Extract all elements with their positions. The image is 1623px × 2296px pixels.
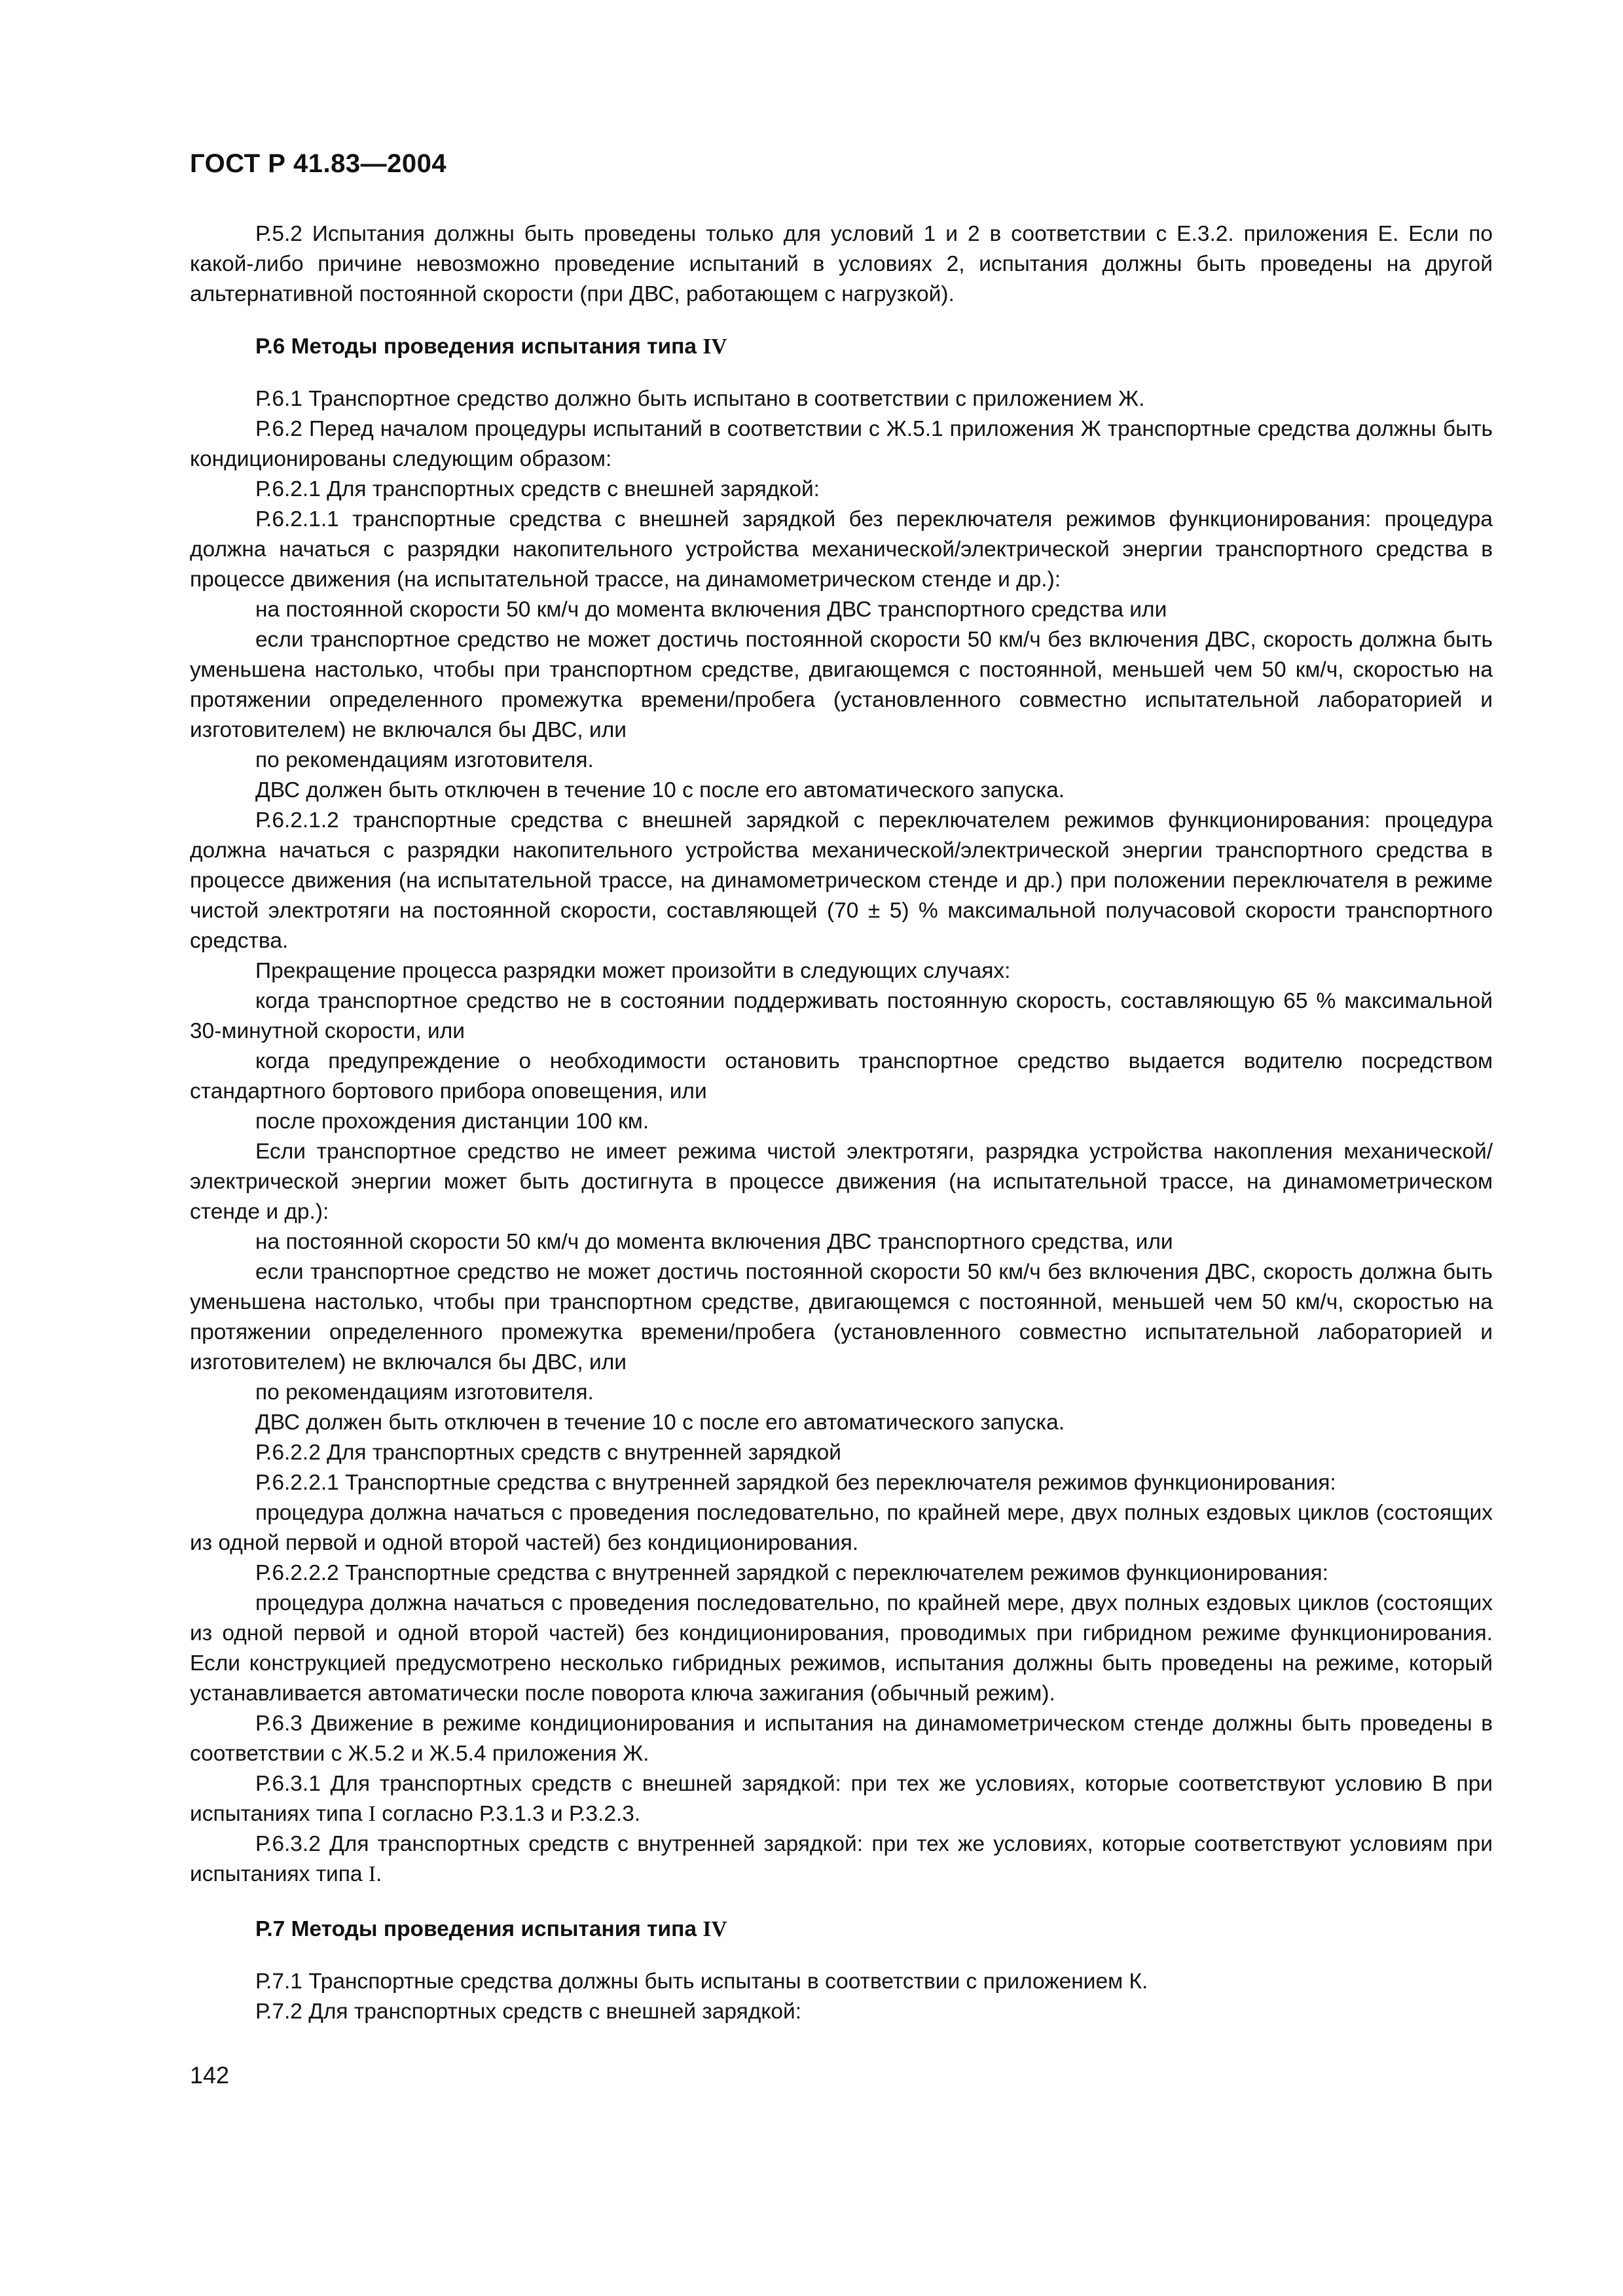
paragraph: на постоянной скорости 50 км/ч до момента включения ДВС транспортного средства или: [255, 598, 1167, 622]
paragraph-text: .: [375, 1862, 382, 1886]
paragraph: Р.6.2.1.2 транспортные средства с внешней зарядкой с переключателем режимов функционирования: процедура должна начаться с разрядки накопительного устройства механической/электрической энергии транспортного средства в процессе движения (на испытательной трассе, на динамометрическом стенде и др.) при положении переключателя в режиме чистой электротяги на постоянной скорости, составляющей (70 ± 5) % максимальной получасовой скорости транспортного средства.: [190, 808, 1493, 953]
paragraph: если транспортное средство не может достичь постоянной скорости 50 км/ч без включения ДВС, скорость должна быть уменьшена настолько, чтобы при транспортном средстве, двигающемся с постоянной, меньшей чем 50 км/ч, скоростью на протяжении определенного промежутка времени/пробега (установленного совместно испытательной лабораторией и изготовителем) не включался бы ДВС, или: [190, 628, 1493, 742]
paragraph: Р.6.2.2.2 Транспортные средства с внутренней зарядкой с переключателем режимов функционирования:: [255, 1561, 1328, 1585]
paragraph: Р.6.1 Транспортное средство должно быть испытано в соответствии с приложением Ж.: [255, 387, 1145, 411]
paragraph: по рекомендациям изготовителя.: [255, 1380, 594, 1405]
paragraph: Р.6.2.1 Для транспортных средств с внешней зарядкой:: [255, 477, 820, 501]
paragraph: после прохождения дистанции 100 км.: [255, 1109, 649, 1134]
paragraph: ДВС должен быть отключен в течение 10 с после его автоматического запуска.: [255, 778, 1065, 802]
paragraph: Р.6.2.2 Для транспортных средств с внутренней зарядкой: [255, 1441, 842, 1465]
paragraph: если транспортное средство не может достичь постоянной скорости 50 км/ч без включения ДВС, скорость должна быть уменьшена настолько, чтобы при транспортном средстве, двигающемся с постоянной, меньшей чем 50 км/ч, скоростью на протяжении определенного промежутка времени/пробега (установленного совместно испытательной лабораторией и изготовителем) не включался бы ДВС, или: [190, 1260, 1493, 1374]
section-heading-r6: [190, 332, 1493, 362]
paragraph: Р.7.1 Транспортные средства должны быть испытаны в соответствии с приложением К.: [255, 1969, 1148, 1994]
paragraph: [190, 1769, 1493, 1829]
paragraph: Р.6.2.1.1 транспортные средства с внешней зарядкой без переключателя режимов функционирования: процедура должна начаться с разрядки накопительного устройства механической/электрической энергии транспортного средства в процессе движения (на испытательной трассе, на динамометрическом стенде и др.):: [190, 507, 1493, 592]
heading-roman-numeral: IV: [702, 1917, 727, 1941]
paragraph-text: Р.6.3.1 Для транспортных средств с внешней зарядкой: при тех же условиях, которые соответствуют условию В при испытаниях типа: [190, 1772, 1493, 1826]
roman-numeral: I: [368, 1802, 376, 1826]
heading-text: Р.7 Методы проведения испытания типа: [255, 1917, 703, 1941]
paragraph: Прекращение процесса разрядки может произойти в следующих случаях:: [255, 959, 1011, 983]
paragraph: [190, 1829, 1493, 1890]
paragraph: по рекомендациям изготовителя.: [255, 748, 594, 772]
paragraph: Р.5.2 Испытания должны быть проведены только для условий 1 и 2 в соответствии с Е.3.2. приложения Е. Если по какой-либо причине невозможно проведение испытаний в условиях 2, испытания должны быть проведены на другой альтернативной постоянной скорости (при ДВС, работающем с нагрузкой).: [190, 222, 1493, 306]
paragraph: Р.6.2.2.1 Транспортные средства с внутренней зарядкой без переключателя режимов функционирования:: [255, 1471, 1336, 1495]
roman-numeral: I: [368, 1862, 376, 1886]
page-number: 142: [190, 2062, 230, 2089]
paragraph: Р.6.3 Движение в режиме кондиционирования и испытания на динамометрическом стенде должны быть проведены в соответствии с Ж.5.2 и Ж.5.4 приложения Ж.: [190, 1712, 1493, 1766]
paragraph: ДВС должен быть отключен в течение 10 с после его автоматического запуска.: [255, 1410, 1065, 1435]
document-code-header: ГОСТ Р 41.83—2004: [190, 149, 447, 178]
paragraph-text: Р.6.3.2 Для транспортных средств с внутренней зарядкой: при тех же условиях, которые соответствуют условиям при испытаниях типа: [190, 1832, 1493, 1886]
paragraph: когда транспортное средство не в состоянии поддерживать постоянную скорость, составляющую 65 % максимальной 30-минутной скорости, или: [190, 989, 1493, 1043]
paragraph: Если транспортное средство не имеет режима чистой электротяги, разрядка устройства накопления механической/электрической энергии может быть достигнута в процессе движения (на испытательной трассе, на динамометрическом стенде и др.):: [190, 1139, 1493, 1224]
document-body: [190, 219, 1493, 2027]
paragraph: на постоянной скорости 50 км/ч до момента включения ДВС транспортного средства, или: [255, 1230, 1173, 1254]
paragraph: процедура должна начаться с проведения последовательно, по крайней мере, двух полных ездовых циклов (состоящих из одной первой и одной второй частей) без кондиционирования.: [190, 1501, 1493, 1555]
heading-roman-numeral: IV: [702, 334, 727, 359]
paragraph-text: согласно Р.3.1.3 и Р.3.2.3.: [375, 1802, 641, 1826]
section-heading-r7: [190, 1914, 1493, 1945]
paragraph: когда предупреждение о необходимости остановить транспортное средство выдается водителю посредством стандартного бортового прибора оповещения, или: [190, 1049, 1493, 1103]
heading-text: Р.6 Методы проведения испытания типа: [255, 334, 703, 359]
paragraph: процедура должна начаться с проведения последовательно, по крайней мере, двух полных ездовых циклов (состоящих из одной первой и одной второй частей) без кондиционирования, проводимых при гибридном режиме функционирования. Если конструкцией предусмотрено несколько гибридных режимов, испытания должны быть проведены на режиме, который устанавливается автоматически после поворота ключа зажигания (обычный режим).: [190, 1591, 1493, 1706]
paragraph: Р.7.2 Для транспортных средств с внешней зарядкой:: [255, 2000, 802, 2024]
paragraph: Р.6.2 Перед началом процедуры испытаний в соответствии с Ж.5.1 приложения Ж транспортные средства должны быть кондиционированы следующим образом:: [190, 417, 1493, 471]
